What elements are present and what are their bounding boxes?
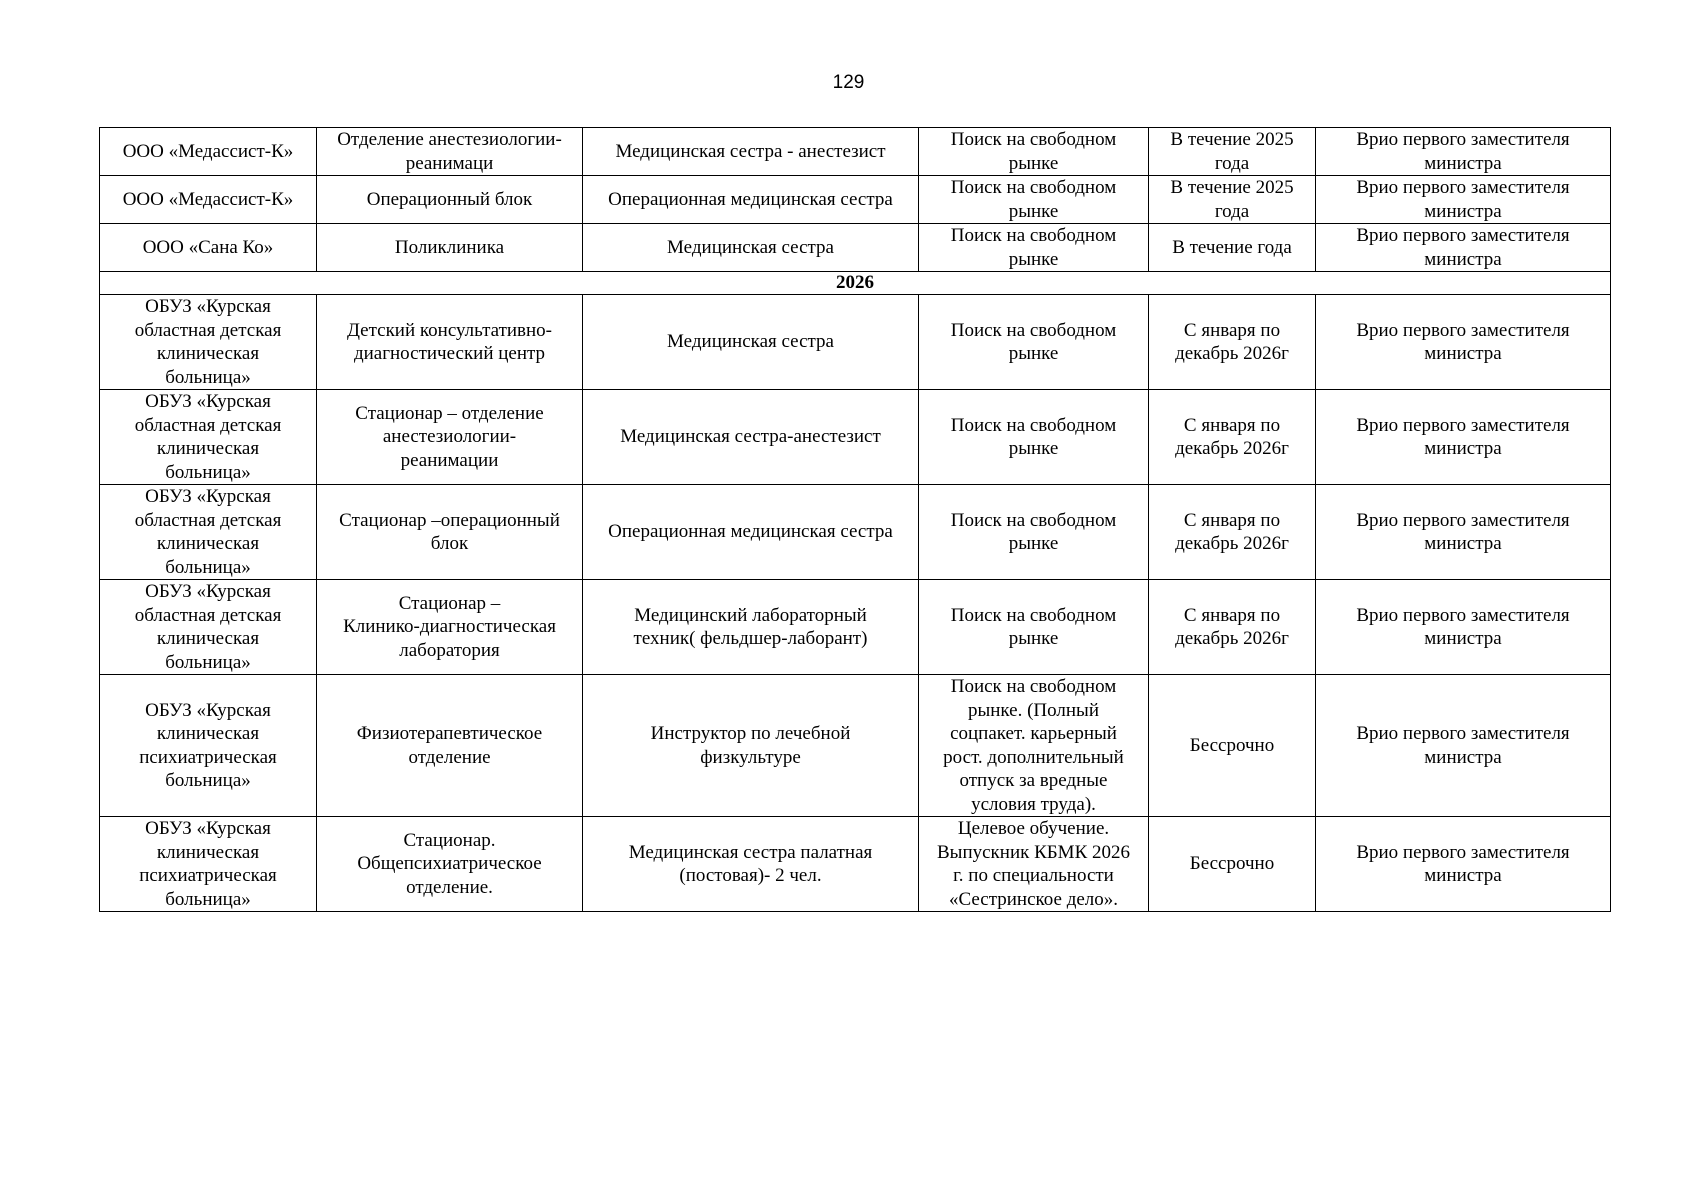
cell-line: (постовая)- 2 чел. xyxy=(679,865,822,886)
period-cell xyxy=(1149,817,1316,912)
responsible-cell xyxy=(1316,817,1611,912)
cell-line: С января по xyxy=(1183,414,1281,436)
position-cell xyxy=(583,390,919,485)
organization-cell xyxy=(100,295,317,390)
department-cell xyxy=(317,485,583,580)
cell-line: физкультуре xyxy=(700,746,801,768)
cell-line: С января по xyxy=(1183,319,1281,341)
position-cell xyxy=(583,128,919,176)
cell-line: Бессрочно xyxy=(1189,853,1275,875)
cell-line: клиническая xyxy=(156,438,260,459)
position-cell xyxy=(583,295,919,390)
department-cell xyxy=(317,295,583,390)
cell-line: реанимаци xyxy=(405,152,494,174)
cell-line: В течение 2025 xyxy=(1170,177,1294,198)
organization-cell xyxy=(100,817,317,912)
table-row xyxy=(100,390,1611,485)
cell-line: министра xyxy=(1424,533,1502,554)
cell-line: Физиотерапевтическое xyxy=(356,723,543,744)
cell-line: Детский консультативно- xyxy=(346,319,553,341)
responsible-cell xyxy=(1316,580,1611,675)
cell-line: Поиск на свободном xyxy=(950,129,1117,150)
cell-line: больница» xyxy=(165,888,251,910)
position-cell xyxy=(583,675,919,817)
search-method-cell xyxy=(919,485,1149,580)
cell-line: клиническая xyxy=(156,628,260,649)
cell-line: областная детская xyxy=(134,414,282,436)
cell-line: Клинико-диагностическая xyxy=(343,616,556,638)
cell-line: ООО «Медассист-К» xyxy=(122,188,294,210)
cell-line: Поиск на свободном xyxy=(950,414,1117,436)
organization-cell xyxy=(100,580,317,675)
department-cell xyxy=(317,224,583,272)
cell-line: областная детская xyxy=(134,509,282,531)
cell-line: реанимации xyxy=(400,449,499,471)
responsible-cell xyxy=(1316,176,1611,224)
period-cell xyxy=(1149,128,1316,176)
position-cell xyxy=(583,580,919,675)
cell-line: Отделение анестезиологии- xyxy=(337,129,562,150)
period-cell xyxy=(1149,675,1316,817)
cell-line: С января по xyxy=(1183,604,1281,626)
year-heading: 2026 xyxy=(100,272,1611,295)
cell-line: психиатрическая xyxy=(139,746,277,768)
period-cell xyxy=(1149,485,1316,580)
cell-line: соцпакет. карьерный xyxy=(950,723,1117,744)
cell-line: ОБУЗ «Курская xyxy=(145,581,271,602)
position-cell xyxy=(583,224,919,272)
responsible-cell xyxy=(1316,224,1611,272)
cell-line: Целевое обучение. xyxy=(957,818,1110,839)
cell-line: Операционный блок xyxy=(366,188,533,210)
cell-line: Поиск на свободном xyxy=(950,177,1117,198)
responsible-cell xyxy=(1316,128,1611,176)
cell-line: отделение xyxy=(408,746,491,768)
cell-line: Поиск на свободном xyxy=(950,509,1117,531)
department-cell xyxy=(317,176,583,224)
cell-line: Врио первого заместителя xyxy=(1356,604,1570,626)
table-row xyxy=(100,817,1611,912)
staffing-table xyxy=(99,127,1611,912)
department-cell xyxy=(317,675,583,817)
responsible-cell xyxy=(1316,675,1611,817)
cell-line: министра xyxy=(1424,438,1502,459)
cell-line: Поиск на свободном xyxy=(950,225,1117,246)
search-method-cell xyxy=(919,176,1149,224)
cell-line: Поиск на свободном xyxy=(950,676,1117,697)
cell-line: условия труда). xyxy=(971,793,1096,815)
position-cell xyxy=(583,817,919,912)
period-cell xyxy=(1149,224,1316,272)
search-method-cell xyxy=(919,390,1149,485)
cell-line: Медицинская сестра xyxy=(667,331,834,353)
table-body-before xyxy=(100,128,1611,272)
cell-line: Врио первого заместителя xyxy=(1356,319,1570,341)
year-section xyxy=(100,272,1611,295)
cell-line: Бессрочно xyxy=(1189,734,1275,756)
cell-line: декабрь 2026г xyxy=(1175,628,1289,649)
cell-line: Медицинская сестра палатная xyxy=(628,841,873,863)
cell-line: Врио первого заместителя xyxy=(1356,414,1570,436)
cell-line: ОБУЗ «Курская xyxy=(145,296,271,317)
cell-line: года xyxy=(1214,200,1250,222)
cell-line: Врио первого заместителя xyxy=(1356,509,1570,531)
department-cell xyxy=(317,580,583,675)
organization-cell xyxy=(100,224,317,272)
cell-line: отделение. xyxy=(406,876,493,898)
cell-line: Врио первого заместителя xyxy=(1356,723,1570,744)
cell-line: министра xyxy=(1424,200,1502,222)
search-method-cell xyxy=(919,675,1149,817)
organization-cell xyxy=(100,390,317,485)
cell-line: Поиск на свободном xyxy=(950,319,1117,341)
department-cell xyxy=(317,128,583,176)
cell-line: клиническая xyxy=(156,533,260,554)
cell-line: Поиск на свободном xyxy=(950,604,1117,626)
cell-line: рынке xyxy=(1008,343,1059,364)
cell-line: С января по xyxy=(1183,509,1281,531)
cell-line: декабрь 2026г xyxy=(1175,343,1289,364)
cell-line: клиническая xyxy=(156,723,260,744)
search-method-cell xyxy=(919,580,1149,675)
cell-line: больница» xyxy=(165,651,251,673)
cell-line: областная детская xyxy=(134,319,282,341)
cell-line: В течение 2025 xyxy=(1170,129,1294,150)
cell-line: министра xyxy=(1424,865,1502,886)
cell-line: областная детская xyxy=(134,604,282,626)
cell-line: В течение года xyxy=(1172,236,1292,258)
table-row xyxy=(100,224,1611,272)
cell-line: Медицинская сестра - анестезист xyxy=(615,140,886,162)
cell-line: рынке xyxy=(1008,200,1059,222)
cell-line: больница» xyxy=(165,461,251,483)
cell-line: ОБУЗ «Курская xyxy=(145,818,271,839)
cell-line: Стационар –операционный xyxy=(339,509,560,531)
period-cell xyxy=(1149,580,1316,675)
cell-line: Врио первого заместителя xyxy=(1356,177,1570,198)
cell-line: рост. дополнительный xyxy=(943,746,1124,768)
cell-line: министра xyxy=(1424,628,1502,649)
table-row xyxy=(100,128,1611,176)
responsible-cell xyxy=(1316,295,1611,390)
organization-cell xyxy=(100,675,317,817)
cell-line: г. по специальности xyxy=(953,865,1114,886)
department-cell xyxy=(317,817,583,912)
cell-line: рынке xyxy=(1008,152,1059,174)
cell-line: больница» xyxy=(165,770,251,791)
period-cell xyxy=(1149,295,1316,390)
cell-line: Медицинская сестра xyxy=(667,236,834,258)
cell-line: Врио первого заместителя xyxy=(1356,225,1570,246)
cell-line: лаборатория xyxy=(399,639,500,661)
cell-line: Общепсихиатрическое xyxy=(357,853,542,875)
organization-cell xyxy=(100,128,317,176)
department-cell xyxy=(317,390,583,485)
cell-line: Операционная медицинская сестра xyxy=(608,188,893,210)
cell-line: Стационар – xyxy=(398,592,501,614)
organization-cell xyxy=(100,176,317,224)
cell-line: Операционная медицинская сестра xyxy=(608,521,893,543)
table-body-after xyxy=(100,295,1611,912)
cell-line: больница» xyxy=(165,366,251,388)
responsible-cell xyxy=(1316,390,1611,485)
position-cell xyxy=(583,176,919,224)
cell-line: года xyxy=(1214,152,1250,174)
cell-line: министра xyxy=(1424,248,1502,270)
cell-line: министра xyxy=(1424,343,1502,364)
cell-line: рынке. (Полный xyxy=(967,699,1099,721)
cell-line: клиническая xyxy=(156,343,260,364)
cell-line: блок xyxy=(430,533,469,554)
cell-line: диагностический центр xyxy=(353,343,546,364)
cell-line: Стационар. xyxy=(403,829,496,851)
cell-line: министра xyxy=(1424,746,1502,768)
cell-line: Врио первого заместителя xyxy=(1356,129,1570,150)
table-row xyxy=(100,485,1611,580)
period-cell xyxy=(1149,176,1316,224)
cell-line: Медицинский лабораторный xyxy=(634,604,867,626)
cell-line: Врио первого заместителя xyxy=(1356,841,1570,863)
cell-line: анестезиологии- xyxy=(382,426,517,448)
cell-line: рынке xyxy=(1008,533,1059,554)
cell-line: Стационар – отделение xyxy=(355,402,544,424)
cell-line: клиническая xyxy=(156,841,260,863)
position-cell xyxy=(583,485,919,580)
cell-line: Инструктор по лечебной xyxy=(650,723,851,744)
search-method-cell xyxy=(919,817,1149,912)
cell-line: министра xyxy=(1424,152,1502,174)
period-cell xyxy=(1149,390,1316,485)
cell-line: Выпускник КБМК 2026 xyxy=(937,841,1130,863)
cell-line: ОБУЗ «Курская xyxy=(145,486,271,507)
year-row xyxy=(100,272,1611,295)
table-row xyxy=(100,176,1611,224)
cell-line: ОБУЗ «Курская xyxy=(145,391,271,412)
page-number: 129 xyxy=(832,72,865,93)
cell-line: Медицинская сестра-анестезист xyxy=(620,426,881,448)
cell-line: «Сестринское дело». xyxy=(948,888,1119,910)
cell-line: рынке xyxy=(1008,438,1059,459)
search-method-cell xyxy=(919,128,1149,176)
cell-line: техник( фельдшер-лаборант) xyxy=(633,628,868,649)
cell-line: рынке xyxy=(1008,628,1059,649)
cell-line: ООО «Медассист-К» xyxy=(122,140,294,162)
cell-line: ОБУЗ «Курская xyxy=(145,699,271,721)
cell-line: рынке xyxy=(1008,248,1059,270)
cell-line: отпуск за вредные xyxy=(959,770,1108,791)
responsible-cell xyxy=(1316,485,1611,580)
cell-line: больница» xyxy=(165,556,251,578)
cell-line: психиатрическая xyxy=(139,865,277,886)
table-row xyxy=(100,675,1611,817)
search-method-cell xyxy=(919,295,1149,390)
cell-line: Поликлиника xyxy=(394,236,505,258)
organization-cell xyxy=(100,485,317,580)
cell-line: декабрь 2026г xyxy=(1175,533,1289,554)
cell-line: декабрь 2026г xyxy=(1175,438,1289,459)
cell-line: ООО «Сана Ко» xyxy=(142,236,274,258)
search-method-cell xyxy=(919,224,1149,272)
table-row xyxy=(100,295,1611,390)
table-row xyxy=(100,580,1611,675)
